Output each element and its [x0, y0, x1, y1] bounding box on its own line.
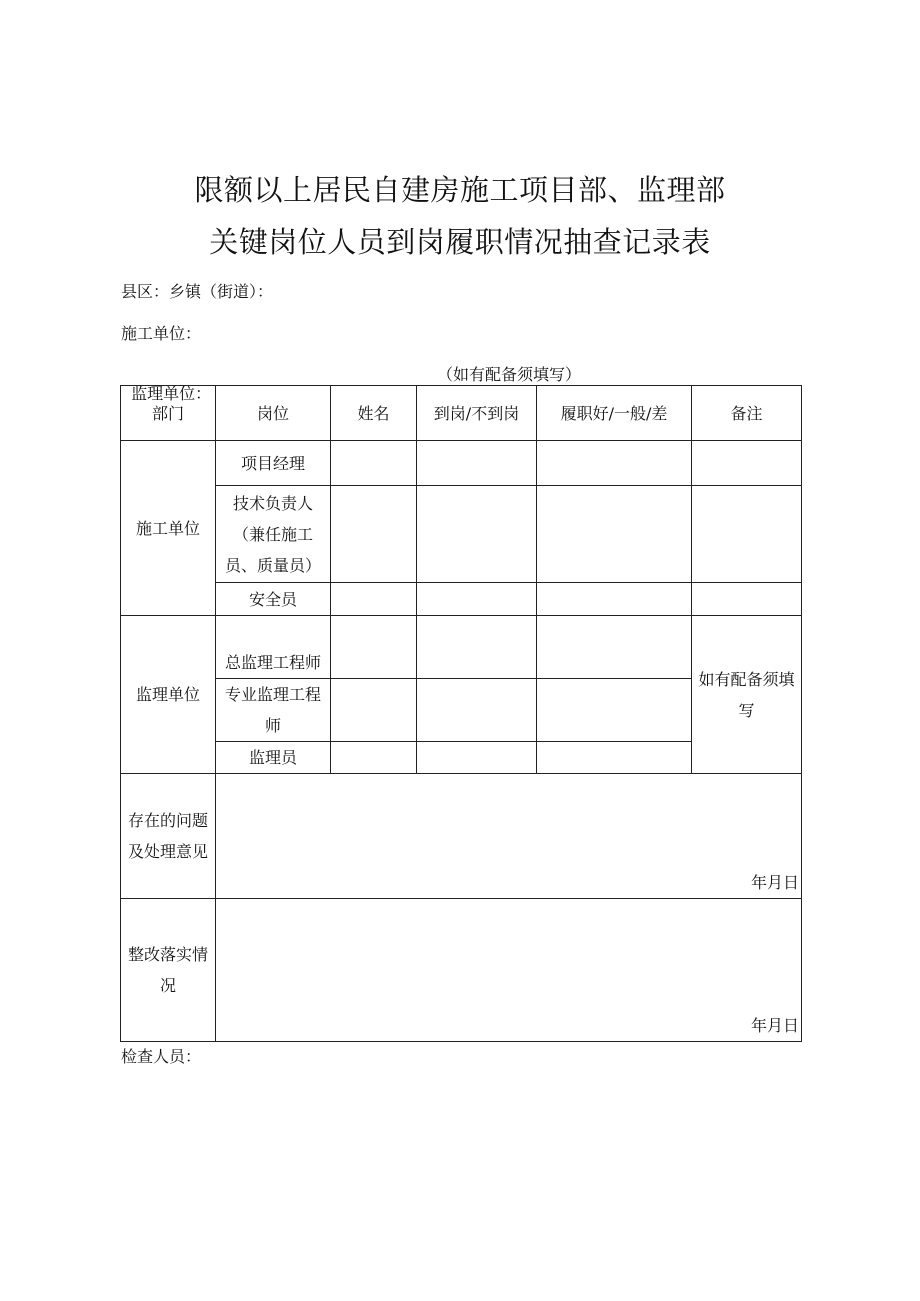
performance-cell[interactable] [537, 679, 692, 742]
table-row [121, 616, 802, 679]
problems-input[interactable] [216, 774, 802, 899]
header-attendance: 到岗/不到岗 [417, 386, 537, 441]
header-position: 岗位 [216, 386, 331, 441]
table-row [121, 441, 802, 486]
attendance-cell[interactable] [417, 616, 537, 679]
name-cell[interactable] [331, 441, 417, 486]
dept-construction: 施工单位 [121, 441, 216, 616]
performance-cell[interactable] [537, 616, 692, 679]
name-cell[interactable] [331, 679, 417, 742]
remark-supervision: 如有配备须填写 [692, 616, 802, 774]
rectification-row [121, 899, 802, 1042]
header-performance: 履职好/一般/差 [537, 386, 692, 441]
name-cell[interactable] [331, 583, 417, 616]
name-cell[interactable] [331, 486, 417, 583]
position-cell: 总监理工程师 [216, 616, 331, 679]
rectification-input[interactable] [216, 899, 802, 1042]
attendance-cell[interactable] [417, 679, 537, 742]
header-dept: 部门 [121, 386, 216, 441]
performance-cell[interactable] [537, 742, 692, 774]
position-cell: 技术负责人（兼任施工员、质量员） [216, 486, 331, 583]
attendance-cell[interactable] [417, 441, 537, 486]
header-name: 姓名 [331, 386, 417, 441]
performance-cell[interactable] [537, 441, 692, 486]
header-remark: 备注 [692, 386, 802, 441]
rectification-label: 整改落实情况 [121, 899, 216, 1042]
record-table [120, 385, 802, 1042]
attendance-cell[interactable] [417, 583, 537, 616]
position-cell: 专业监理工程师 [216, 679, 331, 742]
supervision-unit-field: 监理单位： [131, 384, 212, 403]
position-cell: 项目经理 [216, 441, 331, 486]
performance-cell[interactable] [537, 486, 692, 583]
position-cell: 监理员 [216, 742, 331, 774]
name-cell[interactable] [331, 616, 417, 679]
page-title-line1: 限额以上居民自建房施工项目部、监理部 [194, 173, 726, 207]
problems-date: 年月日 [750, 873, 799, 892]
table-row [121, 583, 802, 616]
table-row [121, 486, 802, 583]
page-title-line2: 关键岗位人员到岗履职情况抽查记录表 [209, 225, 711, 259]
county-field: 县区：乡镇（街道）： [121, 282, 274, 301]
problems-label: 存在的问题及处理意见 [121, 774, 216, 899]
remark-cell[interactable] [692, 441, 802, 486]
attendance-cell[interactable] [417, 742, 537, 774]
construction-unit-field: 施工单位： [121, 324, 202, 343]
remark-cell[interactable] [692, 486, 802, 583]
supervision-note: （如有配备须填写） [437, 365, 582, 384]
attendance-cell[interactable] [417, 486, 537, 583]
inspector-field: 检查人员： [121, 1047, 202, 1066]
header-row [121, 386, 802, 441]
name-cell[interactable] [331, 742, 417, 774]
rectification-date: 年月日 [750, 1016, 799, 1035]
problems-row [121, 774, 802, 899]
remark-cell[interactable] [692, 583, 802, 616]
dept-supervision: 监理单位 [121, 616, 216, 774]
performance-cell[interactable] [537, 583, 692, 616]
position-cell: 安全员 [216, 583, 331, 616]
